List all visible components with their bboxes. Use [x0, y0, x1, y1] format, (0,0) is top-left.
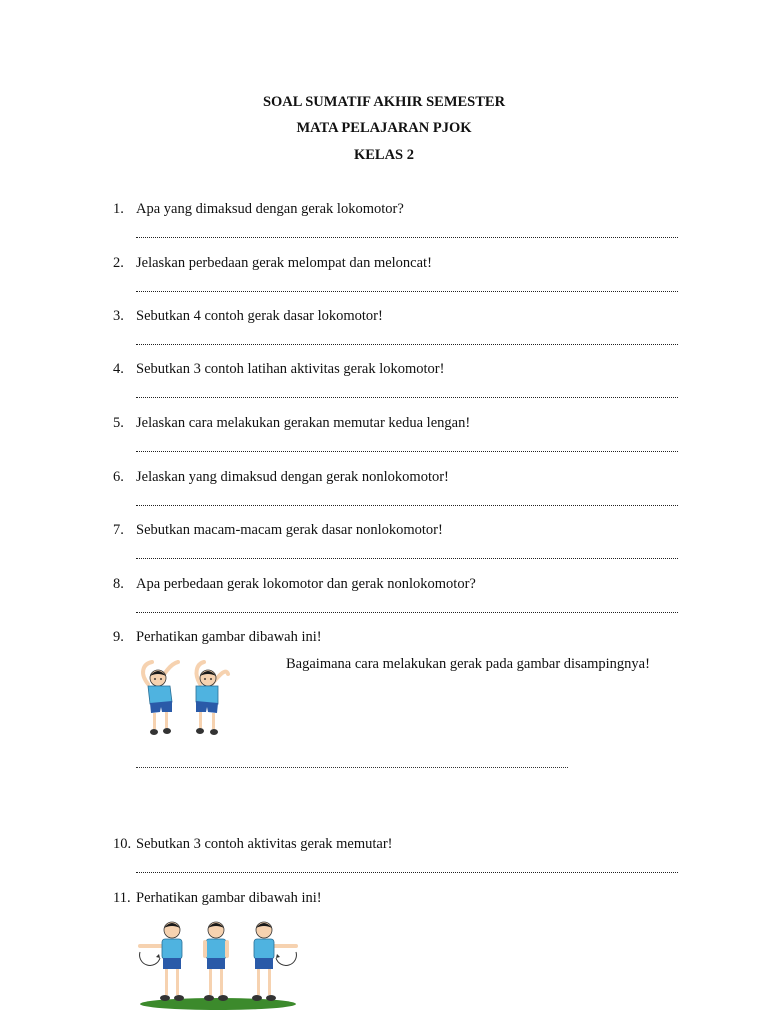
question-11 [113, 890, 322, 907]
answer-line-10[interactable] [136, 871, 678, 875]
question-text: Perhatikan gambar dibawah ini! [136, 890, 322, 906]
question-6 [113, 469, 449, 486]
question-number: 4. [113, 361, 124, 377]
question-text: Jelaskan perbedaan gerak melompat dan meloncat! [136, 255, 432, 271]
doc-title: SOAL SUMATIF AKHIR SEMESTER [262, 94, 506, 110]
child-figure-right [196, 662, 228, 735]
question-number: 11. [113, 890, 131, 906]
child-figure-left [143, 662, 178, 735]
question-text: Sebutkan macam-macam gerak dasar nonlokomotor! [136, 522, 443, 538]
question-text: Apa yang dimaksud dengan gerak lokomotor? [136, 201, 404, 217]
question-2 [113, 255, 432, 272]
question-text: Perhatikan gambar dibawah ini! [136, 629, 322, 645]
question-9 [113, 629, 322, 646]
question-text: Sebutkan 3 contoh latihan aktivitas gerak lokomotor! [136, 361, 445, 377]
child-figure-3 [252, 922, 296, 1001]
doc-class: KELAS 2 [353, 147, 415, 163]
answer-line-3[interactable] [136, 343, 678, 347]
question-8 [113, 576, 476, 593]
answer-line-6[interactable] [136, 504, 678, 508]
question-text: Jelaskan cara melakukan gerakan memutar kedua lengan! [136, 415, 471, 431]
question-number: 9. [113, 629, 124, 645]
question-text: Sebutkan 4 contoh gerak dasar lokomotor! [136, 308, 383, 324]
question-3 [113, 308, 383, 325]
answer-line-5[interactable] [136, 450, 678, 454]
child-figure-1 [140, 922, 184, 1001]
question-number: 8. [113, 576, 124, 592]
question-number: 2. [113, 255, 124, 271]
question-4 [113, 361, 444, 378]
question-number: 6. [113, 469, 124, 485]
question-1 [113, 201, 404, 218]
question-number: 10. [113, 836, 132, 852]
answer-line-1[interactable] [136, 236, 678, 240]
question-text: Sebutkan 3 contoh aktivitas gerak memutar! [136, 836, 393, 852]
question-9-side-text: Bagaimana cara melakukan gerak pada gambar disampingnya! [286, 656, 650, 672]
question-number: 1. [113, 201, 124, 217]
side-bend-children-picture [134, 656, 234, 738]
question-10 [113, 836, 393, 853]
question-text: Jelaskan yang dimaksud dengan gerak nonlokomotor! [136, 469, 449, 485]
answer-line-2[interactable] [136, 290, 678, 294]
child-figure-2 [203, 922, 229, 1001]
answer-line-4[interactable] [136, 396, 678, 400]
answer-line-8[interactable] [136, 611, 678, 615]
question-text: Apa perbedaan gerak lokomotor dan gerak nonlokomotor? [136, 576, 476, 592]
doc-subject: MATA PELAJARAN PJOK [296, 120, 472, 136]
question-5 [113, 415, 470, 432]
arm-rotation-children-picture [134, 916, 300, 1012]
question-number: 5. [113, 415, 124, 431]
question-number: 3. [113, 308, 124, 324]
answer-line-9[interactable] [136, 766, 568, 770]
answer-line-7[interactable] [136, 557, 678, 561]
question-number: 7. [113, 522, 124, 538]
question-7 [113, 522, 443, 539]
